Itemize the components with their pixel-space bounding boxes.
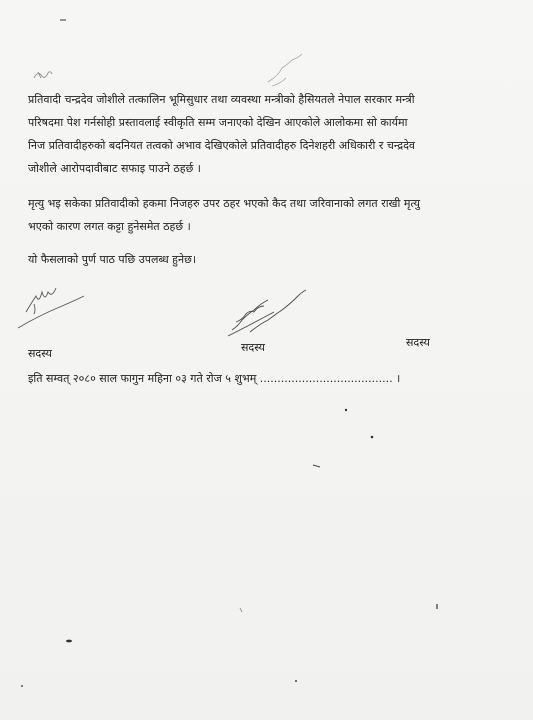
text-line: मृत्यु भइ सकेका प्रतिवादीको हकमा निजहरु उपर ठहर भएको कैद तथा जरिवानाको लगत राखी मृत्यु [28, 197, 421, 210]
scan-speck [313, 465, 320, 467]
date-line: इति सम्वत् २०८० साल फागुन महिना ०३ गते रोज ५ शुभम् ...................................... । [28, 372, 401, 385]
member-label-center: सदस्य [241, 341, 265, 354]
text-line: जोशीले आरोपदावीबाट सफाइ पाउने ठहर्छ । [28, 162, 201, 175]
scan-speck [345, 409, 347, 411]
scan-speck [21, 685, 23, 687]
signature-left [18, 288, 84, 328]
text-line: भएको कारण लगत कट्टा हुनेसमेत ठहर्छ । [28, 220, 191, 233]
text-line: यो फैसलाको पुर्ण पाठ पछि उपलब्ध हुनेछ। [28, 253, 197, 266]
scan-speck [66, 640, 72, 643]
member-label-right: सदस्य [406, 336, 430, 349]
paragraph-full-text-notice [28, 248, 508, 271]
text-line: परिषदमा पेश गर्नसोही प्रस्तावलाई स्वीकृति सम्म जनाएको देखिन आएकोले आलोकमा सो कार्यमा [28, 116, 408, 129]
paragraph-deceased-defendants [28, 192, 508, 238]
member-label-left: सदस्य [28, 347, 52, 360]
scan-speck [240, 608, 242, 612]
scan-speck [295, 680, 297, 682]
initials-mark-top-left [34, 72, 52, 78]
text-line: निज प्रतिवादीहरुको बदनियत तत्वको अभाव देखिएकोले प्रतिवादीहरु दिनेशहरी अधिकारी र चन्द्रदेव [28, 139, 416, 152]
signature-center [228, 290, 306, 336]
scan-speck [371, 436, 374, 439]
faint-signature-top-right [268, 54, 302, 86]
paragraph-acquittal [28, 88, 508, 180]
text-line: प्रतिवादी चन्द्रदेव जोशीले तत्कालिन भूमिसुधार तथा व्यवस्था मन्त्रीको हैसियतले नेपाल सरकार मन्त्री [28, 93, 415, 106]
